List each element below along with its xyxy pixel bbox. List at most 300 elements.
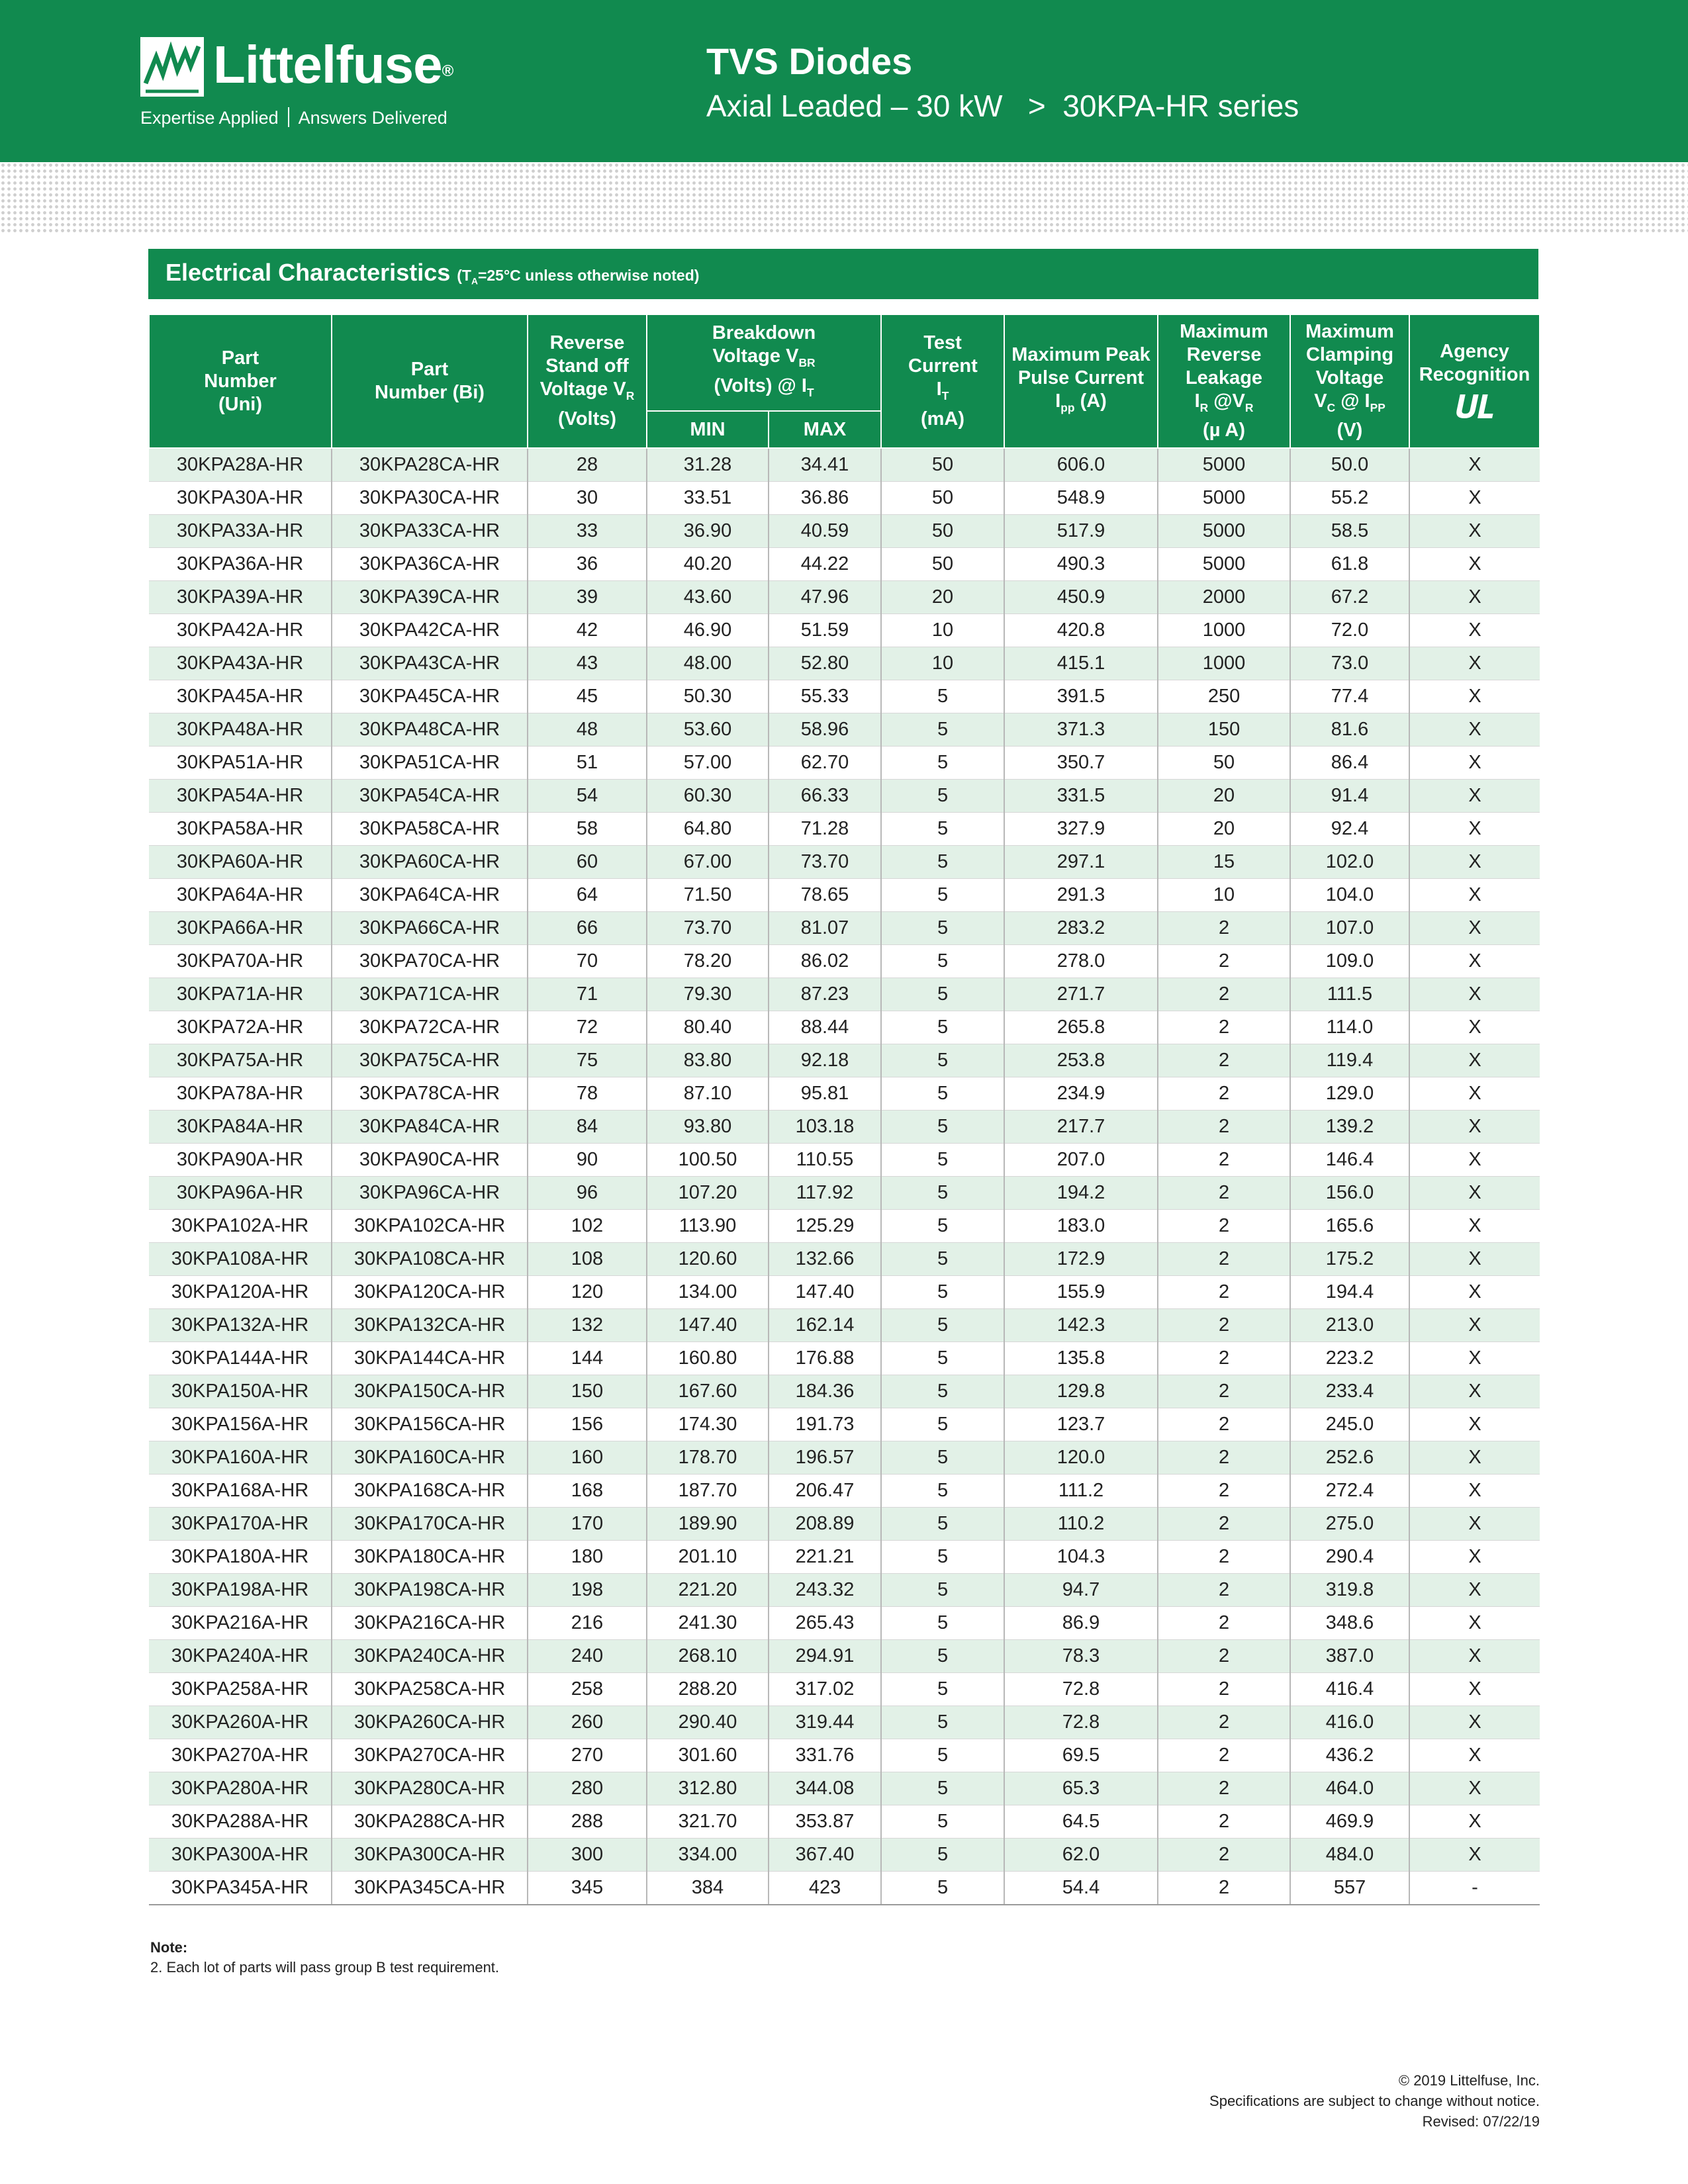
col-part-uni: Part Number (Uni) xyxy=(149,314,332,448)
cell-breakdown-min: 31.28 xyxy=(647,448,769,482)
table-row xyxy=(149,978,1540,1011)
cell-part-bi: 30KPA180CA-HR xyxy=(332,1541,528,1574)
cell-breakdown-min: 78.20 xyxy=(647,945,769,978)
cell-test-current: 5 xyxy=(881,1276,1004,1309)
cell-standoff-voltage: 132 xyxy=(528,1309,647,1342)
table-row xyxy=(149,945,1540,978)
cell-clamping-voltage: 165.6 xyxy=(1290,1210,1409,1243)
cell-part-uni: 30KPA170A-HR xyxy=(149,1508,332,1541)
section-header xyxy=(148,249,1538,299)
cell-part-bi: 30KPA75CA-HR xyxy=(332,1044,528,1077)
cell-peak-current: 135.8 xyxy=(1004,1342,1158,1375)
page-subtitle: Axial Leaded – 30 kW > 30KPA-HR series xyxy=(706,89,1299,123)
cell-breakdown-min: 147.40 xyxy=(647,1309,769,1342)
cell-clamping-voltage: 86.4 xyxy=(1290,747,1409,780)
cell-reverse-leakage: 2 xyxy=(1158,1375,1290,1408)
col-standoff-voltage: Reverse Stand off Voltage $V_R$ (Volts) xyxy=(528,314,647,448)
cell-test-current: 5 xyxy=(881,1872,1004,1905)
cell-test-current: 5 xyxy=(881,1077,1004,1111)
cell-peak-current: 271.7 xyxy=(1004,978,1158,1011)
cell-test-current: 5 xyxy=(881,1541,1004,1574)
page-header xyxy=(0,0,1688,162)
cell-peak-current: 278.0 xyxy=(1004,945,1158,978)
cell-breakdown-max: 51.59 xyxy=(769,614,881,647)
cell-agency: X xyxy=(1409,1640,1540,1673)
cell-clamping-voltage: 77.4 xyxy=(1290,680,1409,713)
cell-breakdown-min: 71.50 xyxy=(647,879,769,912)
cell-standoff-voltage: 33 xyxy=(528,515,647,548)
cell-breakdown-min: 93.80 xyxy=(647,1111,769,1144)
cell-part-bi: 30KPA64CA-HR xyxy=(332,879,528,912)
cell-clamping-voltage: 275.0 xyxy=(1290,1508,1409,1541)
table-row xyxy=(149,1475,1540,1508)
table-row xyxy=(149,548,1540,581)
cell-part-uni: 30KPA288A-HR xyxy=(149,1805,332,1839)
cell-reverse-leakage: 5000 xyxy=(1158,448,1290,482)
cell-part-uni: 30KPA48A-HR xyxy=(149,713,332,747)
cell-part-bi: 30KPA156CA-HR xyxy=(332,1408,528,1441)
cell-standoff-voltage: 144 xyxy=(528,1342,647,1375)
table-row xyxy=(149,1077,1540,1111)
cell-agency: X xyxy=(1409,1077,1540,1111)
cell-standoff-voltage: 170 xyxy=(528,1508,647,1541)
cell-standoff-voltage: 120 xyxy=(528,1276,647,1309)
cell-standoff-voltage: 64 xyxy=(528,879,647,912)
cell-peak-current: 265.8 xyxy=(1004,1011,1158,1044)
cell-clamping-voltage: 50.0 xyxy=(1290,448,1409,482)
cell-peak-current: 142.3 xyxy=(1004,1309,1158,1342)
col-test-current: Test Current $I_T$ (mA) xyxy=(881,314,1004,448)
cell-agency: X xyxy=(1409,1475,1540,1508)
cell-peak-current: 490.3 xyxy=(1004,548,1158,581)
cell-peak-current: 111.2 xyxy=(1004,1475,1158,1508)
cell-part-uni: 30KPA42A-HR xyxy=(149,614,332,647)
cell-agency: X xyxy=(1409,1772,1540,1805)
cell-clamping-voltage: 213.0 xyxy=(1290,1309,1409,1342)
cell-part-bi: 30KPA280CA-HR xyxy=(332,1772,528,1805)
table-row xyxy=(149,879,1540,912)
cell-agency: X xyxy=(1409,1342,1540,1375)
table-row xyxy=(149,1508,1540,1541)
cell-agency: X xyxy=(1409,1574,1540,1607)
cell-standoff-voltage: 168 xyxy=(528,1475,647,1508)
col-peak-pulse-current: Maximum Peak Pulse Current $I_{pp}$ (A) xyxy=(1004,314,1158,448)
cell-breakdown-max: 162.14 xyxy=(769,1309,881,1342)
cell-test-current: 5 xyxy=(881,1739,1004,1772)
cell-part-bi: 30KPA345CA-HR xyxy=(332,1872,528,1905)
cell-breakdown-max: 367.40 xyxy=(769,1839,881,1872)
section-title: Electrical Characteristics xyxy=(165,259,451,286)
cell-part-uni: 30KPA160A-HR xyxy=(149,1441,332,1475)
cell-breakdown-min: 53.60 xyxy=(647,713,769,747)
cell-breakdown-max: 208.89 xyxy=(769,1508,881,1541)
cell-reverse-leakage: 2 xyxy=(1158,1508,1290,1541)
cell-test-current: 5 xyxy=(881,1839,1004,1872)
cell-test-current: 5 xyxy=(881,1574,1004,1607)
cell-peak-current: 69.5 xyxy=(1004,1739,1158,1772)
cell-clamping-voltage: 111.5 xyxy=(1290,978,1409,1011)
cell-part-bi: 30KPA132CA-HR xyxy=(332,1309,528,1342)
cell-part-uni: 30KPA150A-HR xyxy=(149,1375,332,1408)
cell-part-bi: 30KPA288CA-HR xyxy=(332,1805,528,1839)
cell-part-uni: 30KPA144A-HR xyxy=(149,1342,332,1375)
cell-breakdown-max: 110.55 xyxy=(769,1144,881,1177)
cell-breakdown-min: 290.40 xyxy=(647,1706,769,1739)
cell-clamping-voltage: 109.0 xyxy=(1290,945,1409,978)
cell-reverse-leakage: 2 xyxy=(1158,1144,1290,1177)
page-footer xyxy=(1209,2070,1540,2132)
cell-agency: X xyxy=(1409,846,1540,879)
cell-clamping-voltage: 290.4 xyxy=(1290,1541,1409,1574)
cell-breakdown-max: 52.80 xyxy=(769,647,881,680)
cell-breakdown-min: 33.51 xyxy=(647,482,769,515)
cell-peak-current: 327.9 xyxy=(1004,813,1158,846)
cell-clamping-voltage: 104.0 xyxy=(1290,879,1409,912)
dot-pattern-band xyxy=(0,162,1688,234)
cell-reverse-leakage: 2 xyxy=(1158,1673,1290,1706)
table-row xyxy=(149,1706,1540,1739)
cell-standoff-voltage: 36 xyxy=(528,548,647,581)
cell-breakdown-max: 40.59 xyxy=(769,515,881,548)
cell-clamping-voltage: 81.6 xyxy=(1290,713,1409,747)
cell-breakdown-min: 80.40 xyxy=(647,1011,769,1044)
cell-test-current: 5 xyxy=(881,1177,1004,1210)
cell-agency: X xyxy=(1409,548,1540,581)
cell-breakdown-min: 64.80 xyxy=(647,813,769,846)
cell-part-uni: 30KPA280A-HR xyxy=(149,1772,332,1805)
cell-part-bi: 30KPA71CA-HR xyxy=(332,978,528,1011)
disclaimer: Specifications are subject to change without notice. xyxy=(1209,2093,1540,2109)
cell-clamping-voltage: 91.4 xyxy=(1290,780,1409,813)
cell-reverse-leakage: 2 xyxy=(1158,1706,1290,1739)
cell-clamping-voltage: 484.0 xyxy=(1290,1839,1409,1872)
cell-breakdown-max: 44.22 xyxy=(769,548,881,581)
cell-breakdown-min: 67.00 xyxy=(647,846,769,879)
cell-breakdown-max: 196.57 xyxy=(769,1441,881,1475)
table-row xyxy=(149,1441,1540,1475)
cell-part-bi: 30KPA108CA-HR xyxy=(332,1243,528,1276)
cell-reverse-leakage: 2 xyxy=(1158,1011,1290,1044)
cell-clamping-voltage: 348.6 xyxy=(1290,1607,1409,1640)
cell-breakdown-min: 241.30 xyxy=(647,1607,769,1640)
cell-agency: X xyxy=(1409,1044,1540,1077)
cell-breakdown-max: 34.41 xyxy=(769,448,881,482)
cell-breakdown-max: 265.43 xyxy=(769,1607,881,1640)
cell-part-bi: 30KPA160CA-HR xyxy=(332,1441,528,1475)
cell-clamping-voltage: 146.4 xyxy=(1290,1144,1409,1177)
cell-breakdown-min: 43.60 xyxy=(647,581,769,614)
cell-clamping-voltage: 73.0 xyxy=(1290,647,1409,680)
cell-part-bi: 30KPA70CA-HR xyxy=(332,945,528,978)
cell-agency: X xyxy=(1409,945,1540,978)
cell-part-bi: 30KPA96CA-HR xyxy=(332,1177,528,1210)
cell-breakdown-max: 344.08 xyxy=(769,1772,881,1805)
cell-peak-current: 253.8 xyxy=(1004,1044,1158,1077)
cell-part-uni: 30KPA84A-HR xyxy=(149,1111,332,1144)
cell-breakdown-min: 334.00 xyxy=(647,1839,769,1872)
cell-agency: X xyxy=(1409,482,1540,515)
table-row xyxy=(149,1144,1540,1177)
table-row xyxy=(149,1011,1540,1044)
cell-part-uni: 30KPA258A-HR xyxy=(149,1673,332,1706)
cell-test-current: 5 xyxy=(881,1243,1004,1276)
table-row xyxy=(149,1839,1540,1872)
cell-agency: X xyxy=(1409,1111,1540,1144)
cell-peak-current: 54.4 xyxy=(1004,1872,1158,1905)
cell-part-bi: 30KPA36CA-HR xyxy=(332,548,528,581)
cell-breakdown-max: 92.18 xyxy=(769,1044,881,1077)
cell-test-current: 5 xyxy=(881,1475,1004,1508)
cell-agency: X xyxy=(1409,713,1540,747)
note xyxy=(150,1938,499,1978)
cell-clamping-voltage: 55.2 xyxy=(1290,482,1409,515)
cell-reverse-leakage: 2 xyxy=(1158,1607,1290,1640)
cell-standoff-voltage: 51 xyxy=(528,747,647,780)
cell-breakdown-max: 294.91 xyxy=(769,1640,881,1673)
cell-reverse-leakage: 5000 xyxy=(1158,482,1290,515)
cell-standoff-voltage: 108 xyxy=(528,1243,647,1276)
cell-peak-current: 297.1 xyxy=(1004,846,1158,879)
cell-reverse-leakage: 20 xyxy=(1158,813,1290,846)
cell-part-uni: 30KPA180A-HR xyxy=(149,1541,332,1574)
cell-breakdown-max: 47.96 xyxy=(769,581,881,614)
cell-agency: X xyxy=(1409,614,1540,647)
cell-breakdown-min: 189.90 xyxy=(647,1508,769,1541)
cell-agency: X xyxy=(1409,1739,1540,1772)
cell-part-bi: 30KPA90CA-HR xyxy=(332,1144,528,1177)
cell-reverse-leakage: 2 xyxy=(1158,1839,1290,1872)
table-row xyxy=(149,1607,1540,1640)
table-row xyxy=(149,813,1540,846)
cell-test-current: 5 xyxy=(881,846,1004,879)
col-reverse-leakage: Maximum Reverse Leakage $I_R$ $@V_R$ (µ A) xyxy=(1158,314,1290,448)
cell-standoff-voltage: 90 xyxy=(528,1144,647,1177)
cell-reverse-leakage: 2 xyxy=(1158,1772,1290,1805)
cell-part-uni: 30KPA51A-HR xyxy=(149,747,332,780)
cell-agency: X xyxy=(1409,1243,1540,1276)
cell-standoff-voltage: 300 xyxy=(528,1839,647,1872)
cell-reverse-leakage: 2 xyxy=(1158,945,1290,978)
cell-peak-current: 183.0 xyxy=(1004,1210,1158,1243)
cell-part-uni: 30KPA240A-HR xyxy=(149,1640,332,1673)
cell-breakdown-min: 50.30 xyxy=(647,680,769,713)
cell-peak-current: 194.2 xyxy=(1004,1177,1158,1210)
table-row xyxy=(149,1640,1540,1673)
cell-part-uni: 30KPA132A-HR xyxy=(149,1309,332,1342)
cell-test-current: 50 xyxy=(881,548,1004,581)
cell-test-current: 5 xyxy=(881,1805,1004,1839)
cell-clamping-voltage: 156.0 xyxy=(1290,1177,1409,1210)
cell-part-uni: 30KPA54A-HR xyxy=(149,780,332,813)
cell-breakdown-min: 221.20 xyxy=(647,1574,769,1607)
cell-breakdown-max: 86.02 xyxy=(769,945,881,978)
cell-part-uni: 30KPA60A-HR xyxy=(149,846,332,879)
cell-agency: X xyxy=(1409,1839,1540,1872)
cell-reverse-leakage: 15 xyxy=(1158,846,1290,879)
cell-reverse-leakage: 20 xyxy=(1158,780,1290,813)
cell-standoff-voltage: 28 xyxy=(528,448,647,482)
cell-part-uni: 30KPA45A-HR xyxy=(149,680,332,713)
cell-reverse-leakage: 2 xyxy=(1158,1276,1290,1309)
cell-breakdown-max: 319.44 xyxy=(769,1706,881,1739)
cell-reverse-leakage: 2 xyxy=(1158,1111,1290,1144)
cell-test-current: 5 xyxy=(881,713,1004,747)
table-row xyxy=(149,1044,1540,1077)
cell-peak-current: 291.3 xyxy=(1004,879,1158,912)
cell-agency: X xyxy=(1409,780,1540,813)
table-row xyxy=(149,1673,1540,1706)
cell-peak-current: 283.2 xyxy=(1004,912,1158,945)
table-row xyxy=(149,448,1540,482)
cell-reverse-leakage: 2 xyxy=(1158,1210,1290,1243)
cell-peak-current: 517.9 xyxy=(1004,515,1158,548)
cell-agency: X xyxy=(1409,912,1540,945)
cell-breakdown-max: 317.02 xyxy=(769,1673,881,1706)
cell-standoff-voltage: 96 xyxy=(528,1177,647,1210)
cell-part-bi: 30KPA198CA-HR xyxy=(332,1574,528,1607)
cell-standoff-voltage: 54 xyxy=(528,780,647,813)
cell-part-uni: 30KPA30A-HR xyxy=(149,482,332,515)
cell-peak-current: 62.0 xyxy=(1004,1839,1158,1872)
cell-part-uni: 30KPA198A-HR xyxy=(149,1574,332,1607)
cell-test-current: 5 xyxy=(881,1706,1004,1739)
cell-breakdown-min: 100.50 xyxy=(647,1144,769,1177)
table-row xyxy=(149,1111,1540,1144)
cell-breakdown-max: 176.88 xyxy=(769,1342,881,1375)
cell-breakdown-min: 312.80 xyxy=(647,1772,769,1805)
cell-part-bi: 30KPA260CA-HR xyxy=(332,1706,528,1739)
cell-clamping-voltage: 416.4 xyxy=(1290,1673,1409,1706)
cell-agency: X xyxy=(1409,1144,1540,1177)
cell-part-uni: 30KPA36A-HR xyxy=(149,548,332,581)
cell-peak-current: 65.3 xyxy=(1004,1772,1158,1805)
brand-name: Littelfuse® xyxy=(213,35,453,94)
cell-peak-current: 78.3 xyxy=(1004,1640,1158,1673)
cell-part-uni: 30KPA96A-HR xyxy=(149,1177,332,1210)
copyright: © 2019 Littelfuse, Inc. xyxy=(1398,2072,1540,2089)
cell-reverse-leakage: 2 xyxy=(1158,1574,1290,1607)
cell-part-bi: 30KPA28CA-HR xyxy=(332,448,528,482)
table-row xyxy=(149,680,1540,713)
cell-standoff-voltage: 70 xyxy=(528,945,647,978)
section-condition: ($T_A=25^\circ C$ unless otherwise noted) xyxy=(457,267,700,287)
table-row xyxy=(149,1309,1540,1342)
cell-breakdown-min: 321.70 xyxy=(647,1805,769,1839)
cell-peak-current: 331.5 xyxy=(1004,780,1158,813)
cell-reverse-leakage: 5000 xyxy=(1158,548,1290,581)
cell-breakdown-min: 120.60 xyxy=(647,1243,769,1276)
cell-standoff-voltage: 60 xyxy=(528,846,647,879)
cell-test-current: 5 xyxy=(881,1144,1004,1177)
cell-standoff-voltage: 156 xyxy=(528,1408,647,1441)
cell-clamping-voltage: 175.2 xyxy=(1290,1243,1409,1276)
cell-test-current: 10 xyxy=(881,614,1004,647)
cell-peak-current: 350.7 xyxy=(1004,747,1158,780)
cell-test-current: 50 xyxy=(881,482,1004,515)
cell-clamping-voltage: 58.5 xyxy=(1290,515,1409,548)
col-breakdown-min: MIN xyxy=(647,411,769,448)
cell-agency: X xyxy=(1409,515,1540,548)
cell-part-bi: 30KPA102CA-HR xyxy=(332,1210,528,1243)
cell-reverse-leakage: 50 xyxy=(1158,747,1290,780)
cell-standoff-voltage: 150 xyxy=(528,1375,647,1408)
cell-reverse-leakage: 2 xyxy=(1158,1739,1290,1772)
cell-test-current: 5 xyxy=(881,1111,1004,1144)
cell-test-current: 10 xyxy=(881,647,1004,680)
cell-test-current: 5 xyxy=(881,680,1004,713)
table-row xyxy=(149,515,1540,548)
cell-breakdown-max: 36.86 xyxy=(769,482,881,515)
cell-part-bi: 30KPA45CA-HR xyxy=(332,680,528,713)
cell-part-uni: 30KPA70A-HR xyxy=(149,945,332,978)
cell-clamping-voltage: 469.9 xyxy=(1290,1805,1409,1839)
cell-standoff-voltage: 43 xyxy=(528,647,647,680)
cell-test-current: 5 xyxy=(881,1408,1004,1441)
cell-clamping-voltage: 233.4 xyxy=(1290,1375,1409,1408)
cell-standoff-voltage: 84 xyxy=(528,1111,647,1144)
cell-breakdown-min: 160.80 xyxy=(647,1342,769,1375)
cell-standoff-voltage: 42 xyxy=(528,614,647,647)
cell-agency: X xyxy=(1409,879,1540,912)
cell-peak-current: 94.7 xyxy=(1004,1574,1158,1607)
cell-test-current: 5 xyxy=(881,1673,1004,1706)
cell-part-bi: 30KPA240CA-HR xyxy=(332,1640,528,1673)
table-row xyxy=(149,1243,1540,1276)
cell-test-current: 5 xyxy=(881,1508,1004,1541)
cell-reverse-leakage: 2 xyxy=(1158,1044,1290,1077)
cell-breakdown-max: 117.92 xyxy=(769,1177,881,1210)
cell-reverse-leakage: 1000 xyxy=(1158,647,1290,680)
cell-part-bi: 30KPA144CA-HR xyxy=(332,1342,528,1375)
col-clamping-voltage: Maximum Clamping Voltage $V_C$ @ $I_{PP}$ (V) xyxy=(1290,314,1409,448)
cell-part-bi: 30KPA216CA-HR xyxy=(332,1607,528,1640)
cell-agency: X xyxy=(1409,1805,1540,1839)
table-row xyxy=(149,846,1540,879)
cell-breakdown-min: 48.00 xyxy=(647,647,769,680)
cell-test-current: 5 xyxy=(881,813,1004,846)
cell-breakdown-min: 36.90 xyxy=(647,515,769,548)
cell-reverse-leakage: 150 xyxy=(1158,713,1290,747)
cell-reverse-leakage: 2 xyxy=(1158,1309,1290,1342)
cell-test-current: 5 xyxy=(881,1342,1004,1375)
cell-reverse-leakage: 1000 xyxy=(1158,614,1290,647)
cell-part-bi: 30KPA270CA-HR xyxy=(332,1739,528,1772)
cell-clamping-voltage: 245.0 xyxy=(1290,1408,1409,1441)
cell-agency: X xyxy=(1409,1508,1540,1541)
cell-standoff-voltage: 75 xyxy=(528,1044,647,1077)
cell-test-current: 5 xyxy=(881,1309,1004,1342)
revision-date: Revised: 07/22/19 xyxy=(1422,2113,1540,2130)
cell-part-bi: 30KPA120CA-HR xyxy=(332,1276,528,1309)
cell-part-uni: 30KPA168A-HR xyxy=(149,1475,332,1508)
cell-standoff-voltage: 45 xyxy=(528,680,647,713)
cell-breakdown-min: 113.90 xyxy=(647,1210,769,1243)
cell-part-bi: 30KPA48CA-HR xyxy=(332,713,528,747)
cell-part-bi: 30KPA72CA-HR xyxy=(332,1011,528,1044)
cell-part-bi: 30KPA30CA-HR xyxy=(332,482,528,515)
cell-reverse-leakage: 2 xyxy=(1158,1408,1290,1441)
cell-breakdown-min: 73.70 xyxy=(647,912,769,945)
cell-test-current: 5 xyxy=(881,1375,1004,1408)
table-row xyxy=(149,1772,1540,1805)
cell-part-bi: 30KPA58CA-HR xyxy=(332,813,528,846)
cell-peak-current: 371.3 xyxy=(1004,713,1158,747)
cell-breakdown-max: 88.44 xyxy=(769,1011,881,1044)
cell-standoff-voltage: 258 xyxy=(528,1673,647,1706)
cell-standoff-voltage: 198 xyxy=(528,1574,647,1607)
cell-test-current: 5 xyxy=(881,1441,1004,1475)
cell-standoff-voltage: 288 xyxy=(528,1805,647,1839)
